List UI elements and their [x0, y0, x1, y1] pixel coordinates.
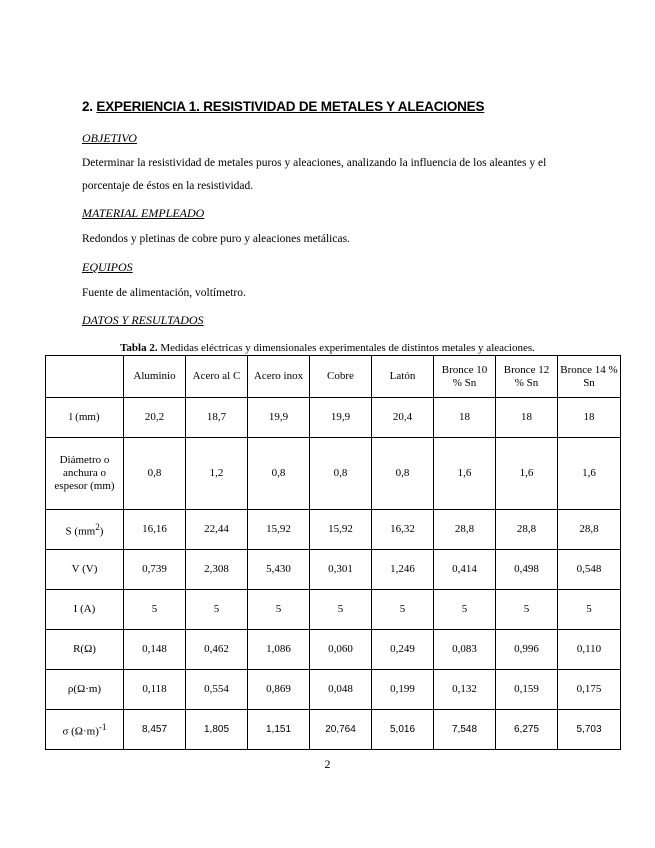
- table-cell: 6,275: [496, 710, 558, 750]
- table-cell: 1,2: [186, 438, 248, 510]
- results-table: [45, 355, 621, 750]
- table-row: [46, 550, 621, 590]
- table-cell: 0,869: [248, 670, 310, 710]
- row-label-text: σ (Ω·m): [62, 725, 99, 738]
- table-cell: 5: [434, 590, 496, 630]
- table-cell: 1,6: [496, 438, 558, 510]
- row-label: [46, 510, 124, 550]
- table-cell: 15,92: [248, 510, 310, 550]
- row-label-end: ): [99, 525, 104, 538]
- header-cell: Latón: [372, 356, 434, 398]
- table-cell: 20,2: [124, 398, 186, 438]
- header-cell: Bronce 14 % Sn: [558, 356, 621, 398]
- objetivo-text-line1: Determinar la resistividad de metales puros y aleaciones, analizando la influencia de los aleantes y el: [82, 157, 547, 169]
- table-cell: 19,9: [248, 398, 310, 438]
- table-cell: 0,132: [434, 670, 496, 710]
- table-cell: 7,548: [434, 710, 496, 750]
- table-cell: 18: [558, 398, 621, 438]
- table-cell: 5: [124, 590, 186, 630]
- table-cell: 0,554: [186, 670, 248, 710]
- table-row: [46, 670, 621, 710]
- header-cell: Bronce 10 % Sn: [434, 356, 496, 398]
- material-label: MATERIAL EMPLEADO: [82, 206, 205, 220]
- table-cell: 0,301: [310, 550, 372, 590]
- row-label-superscript: -1: [98, 721, 107, 732]
- table-cell: 1,805: [186, 710, 248, 750]
- table-cell: 19,9: [310, 398, 372, 438]
- table-cell: 0,462: [186, 630, 248, 670]
- equipos-label: EQUIPOS: [82, 260, 133, 274]
- row-label: ρ(Ω·m): [46, 670, 124, 710]
- page-number: 2: [324, 757, 331, 771]
- table-cell: 0,083: [434, 630, 496, 670]
- header-cell: Bronce 12 % Sn: [496, 356, 558, 398]
- row-label: R(Ω): [46, 630, 124, 670]
- row-label-text: S (mm: [65, 525, 96, 538]
- table-cell: 0,8: [248, 438, 310, 510]
- material-text: Redondos y pletinas de cobre puro y aleaciones metálicas.: [82, 233, 350, 245]
- row-label: Diámetro o anchura o espesor (mm): [46, 438, 124, 510]
- table-cell: 22,44: [186, 510, 248, 550]
- table-header-row: [46, 356, 621, 398]
- table-cell: 20,4: [372, 398, 434, 438]
- header-cell: Acero inox: [248, 356, 310, 398]
- table-cell: 0,118: [124, 670, 186, 710]
- section-title: EXPERIENCIA 1. RESISTIVIDAD DE METALES Y ALEACIONES: [96, 99, 485, 114]
- row-label-superscript: 2: [95, 521, 100, 532]
- table-row: [46, 590, 621, 630]
- table-cell: 18: [496, 398, 558, 438]
- table-row: [46, 398, 621, 438]
- row-label: I (A): [46, 590, 124, 630]
- table-caption-label: Tabla 2.: [120, 342, 158, 354]
- table-cell: 5: [496, 590, 558, 630]
- table-caption-text: Medidas eléctricas y dimensionales experimentales de distintos metales y aleaciones.: [160, 342, 535, 354]
- table-row: [46, 438, 621, 510]
- table-cell: 5: [186, 590, 248, 630]
- table-cell: 0,498: [496, 550, 558, 590]
- table-cell: 0,175: [558, 670, 621, 710]
- table-cell: 18,7: [186, 398, 248, 438]
- table-cell: 5,430: [248, 550, 310, 590]
- header-cell: Cobre: [310, 356, 372, 398]
- table-cell: 0,148: [124, 630, 186, 670]
- table-cell: 1,6: [558, 438, 621, 510]
- header-cell: Aluminio: [124, 356, 186, 398]
- table-row: [46, 630, 621, 670]
- table-cell: 5: [248, 590, 310, 630]
- datos-label: DATOS Y RESULTADOS: [82, 313, 204, 327]
- table-cell: 0,199: [372, 670, 434, 710]
- section-heading: [82, 99, 484, 114]
- objetivo-label: OBJETIVO: [82, 131, 137, 145]
- table-cell: 28,8: [496, 510, 558, 550]
- table-cell: 0,414: [434, 550, 496, 590]
- table-cell: 5: [310, 590, 372, 630]
- table-cell: 5,016: [372, 710, 434, 750]
- table-cell: 15,92: [310, 510, 372, 550]
- table-cell: 16,32: [372, 510, 434, 550]
- table-caption: [0, 342, 655, 354]
- table-cell: 2,308: [186, 550, 248, 590]
- row-label: [46, 710, 124, 750]
- table-cell: 0,249: [372, 630, 434, 670]
- table-cell: 5: [558, 590, 621, 630]
- table-row: [46, 710, 621, 750]
- section-number: 2.: [82, 99, 93, 114]
- table-cell: 1,151: [248, 710, 310, 750]
- objetivo-text-line2: porcentaje de éstos en la resistividad.: [82, 180, 254, 192]
- table-cell: 1,246: [372, 550, 434, 590]
- table-cell: 5,703: [558, 710, 621, 750]
- table-cell: 0,996: [496, 630, 558, 670]
- header-cell: Acero al C: [186, 356, 248, 398]
- equipos-text: Fuente de alimentación, voltímetro.: [82, 287, 246, 299]
- row-label: l (mm): [46, 398, 124, 438]
- table-cell: 0,060: [310, 630, 372, 670]
- table-cell: 1,6: [434, 438, 496, 510]
- table-cell: 0,048: [310, 670, 372, 710]
- table-cell: 1,086: [248, 630, 310, 670]
- table-cell: 0,8: [310, 438, 372, 510]
- header-corner-cell: [46, 356, 124, 398]
- table-cell: 18: [434, 398, 496, 438]
- table-cell: 8,457: [124, 710, 186, 750]
- table-cell: 0,159: [496, 670, 558, 710]
- table-cell: 0,8: [372, 438, 434, 510]
- table-cell: 0,110: [558, 630, 621, 670]
- table-cell: 28,8: [558, 510, 621, 550]
- table-cell: 0,739: [124, 550, 186, 590]
- table-cell: 16,16: [124, 510, 186, 550]
- table-cell: 0,548: [558, 550, 621, 590]
- table-row: [46, 510, 621, 550]
- table-cell: 5: [372, 590, 434, 630]
- row-label: V (V): [46, 550, 124, 590]
- table-cell: 20,764: [310, 710, 372, 750]
- table-cell: 0,8: [124, 438, 186, 510]
- table-cell: 28,8: [434, 510, 496, 550]
